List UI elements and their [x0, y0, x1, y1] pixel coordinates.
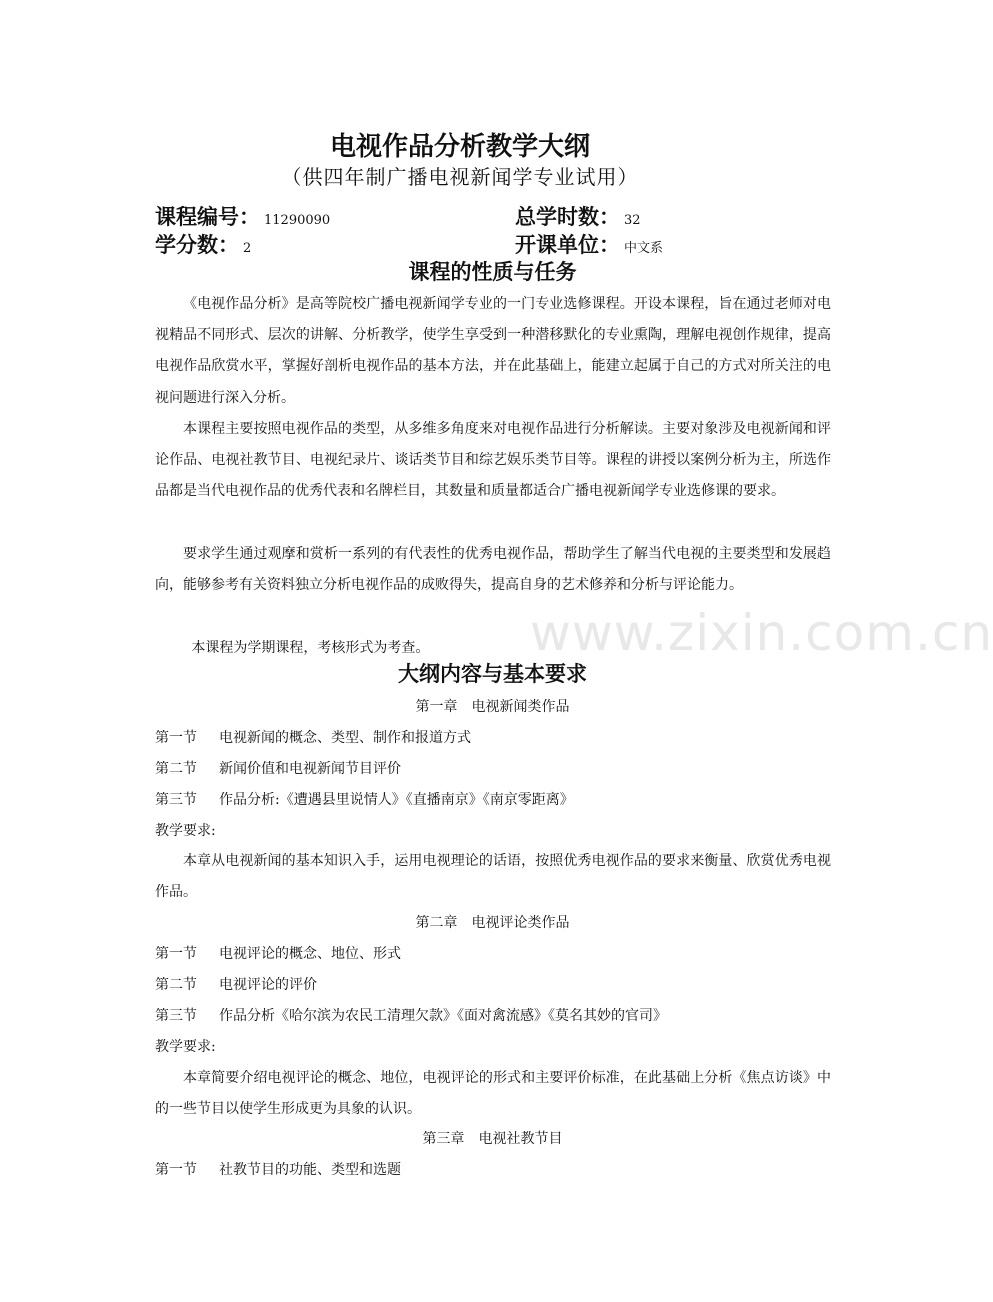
paragraph-assessment: 本课程为学期课程，考核形式为考查。: [191, 640, 430, 656]
credits-label: 学分数：: [155, 233, 239, 257]
chapter-1-section-3: 第三节 作品分析:《遭遇县里说情人》《直播南京》《南京零距离》: [155, 792, 574, 808]
chapter-2-requirements-label: 教学要求:: [155, 1039, 216, 1055]
course-code-value: 11290090: [264, 213, 331, 228]
department-row: [515, 229, 663, 259]
chapter-2-section-2: 第二节 电视评论的评价: [155, 977, 317, 993]
course-code-row: [155, 201, 330, 231]
watermark: www.zixin.com.cn: [530, 604, 993, 662]
chapter-2-section-1: 第一节 电视评论的概念、地位、形式: [155, 946, 401, 962]
paragraph-objectives: 要求学生通过观摩和赏析一系列的有代表性的优秀电视作品，帮助学生了解当代电视的主要类型和发展趋向，能够参考有关资料独立分析电视作品的成败得失，提高自身的艺术修养和分析与评论能力。: [155, 546, 831, 594]
department-value: 中文系: [624, 241, 664, 256]
chapter-3-section-1: 第一节 社教节目的功能、类型和选题: [155, 1162, 401, 1178]
course-code-label: 课程编号：: [155, 205, 260, 229]
chapter-3-name: 电视社教节目: [478, 1131, 563, 1147]
section-heading-nature: 课程的性质与任务: [408, 260, 577, 284]
chapter-1-section-1: 第一节 电视新闻的概念、类型、制作和报道方式: [155, 730, 471, 746]
credits-value: 2: [243, 241, 252, 256]
document-subtitle: （供四年制广播电视新闻学专业试用）: [281, 165, 639, 189]
chapter-2-section-3: 第三节 作品分析《哈尔滨为农民工清理欠款》《面对禽流感》《莫名其妙的官司》: [155, 1008, 667, 1024]
section-heading-outline: 大纲内容与基本要求: [398, 662, 587, 686]
chapter-2-requirements: 本章简要介绍电视评论的概念、地位，电视评论的形式和主要评价标准，在此基础上分析《焦点访谈》中的一些节目以使学生形成更为具象的认识。: [155, 1070, 831, 1118]
chapter-1-title: [0, 697, 985, 717]
total-hours-label: 总学时数：: [515, 205, 620, 229]
chapter-1-number: 第一章: [415, 699, 458, 715]
department-label: 开课单位：: [515, 233, 620, 257]
document-title: 电视作品分析教学大纲: [329, 132, 590, 162]
total-hours-value: 32: [624, 213, 641, 228]
chapter-2-name: 电视评论类作品: [471, 915, 570, 931]
paragraph-content-scope: 本课程主要按照电视作品的类型，从多维多角度来对电视作品进行分析解读。主要对象涉及电视新闻和评论作品、电视社教节目、电视纪录片、谈话类节目和综艺娱乐类节目等。课程的讲授以案例分析为主，所选作品都是当代电视作品的优秀代表和名牌栏目，其数量和质量都适合广播电视新闻学专业选修课的要求。: [155, 421, 831, 500]
paragraph-intro: 《电视作品分析》是高等院校广播电视新闻学专业的一门专业选修课程。开设本课程，旨在通过老师对电视精品不同形式、层次的讲解、分析教学，使学生享受到一种潜移默化的专业熏陶，理解电视创作规律，提高电视作品欣赏水平，掌握好剖析电视作品的基本方法，并在此基础上，能建立起属于自己的方式对所关注的电视问题进行深入分析。: [155, 296, 831, 406]
chapter-2-title: [0, 913, 985, 933]
chapter-1-section-2: 第二节 新闻价值和电视新闻节目评价: [155, 761, 401, 777]
total-hours-row: [515, 201, 641, 231]
chapter-1-requirements-label: 教学要求:: [155, 823, 216, 839]
credits-row: [155, 229, 251, 259]
chapter-1-name: 电视新闻类作品: [471, 699, 570, 715]
chapter-3-title: [0, 1129, 985, 1149]
chapter-2-number: 第二章: [415, 915, 458, 931]
chapter-3-number: 第三章: [422, 1131, 465, 1147]
chapter-1-requirements: 本章从电视新闻的基本知识入手，运用电视理论的话语，按照优秀电视作品的要求来衡量、欣赏优秀电视作品。: [155, 853, 831, 901]
